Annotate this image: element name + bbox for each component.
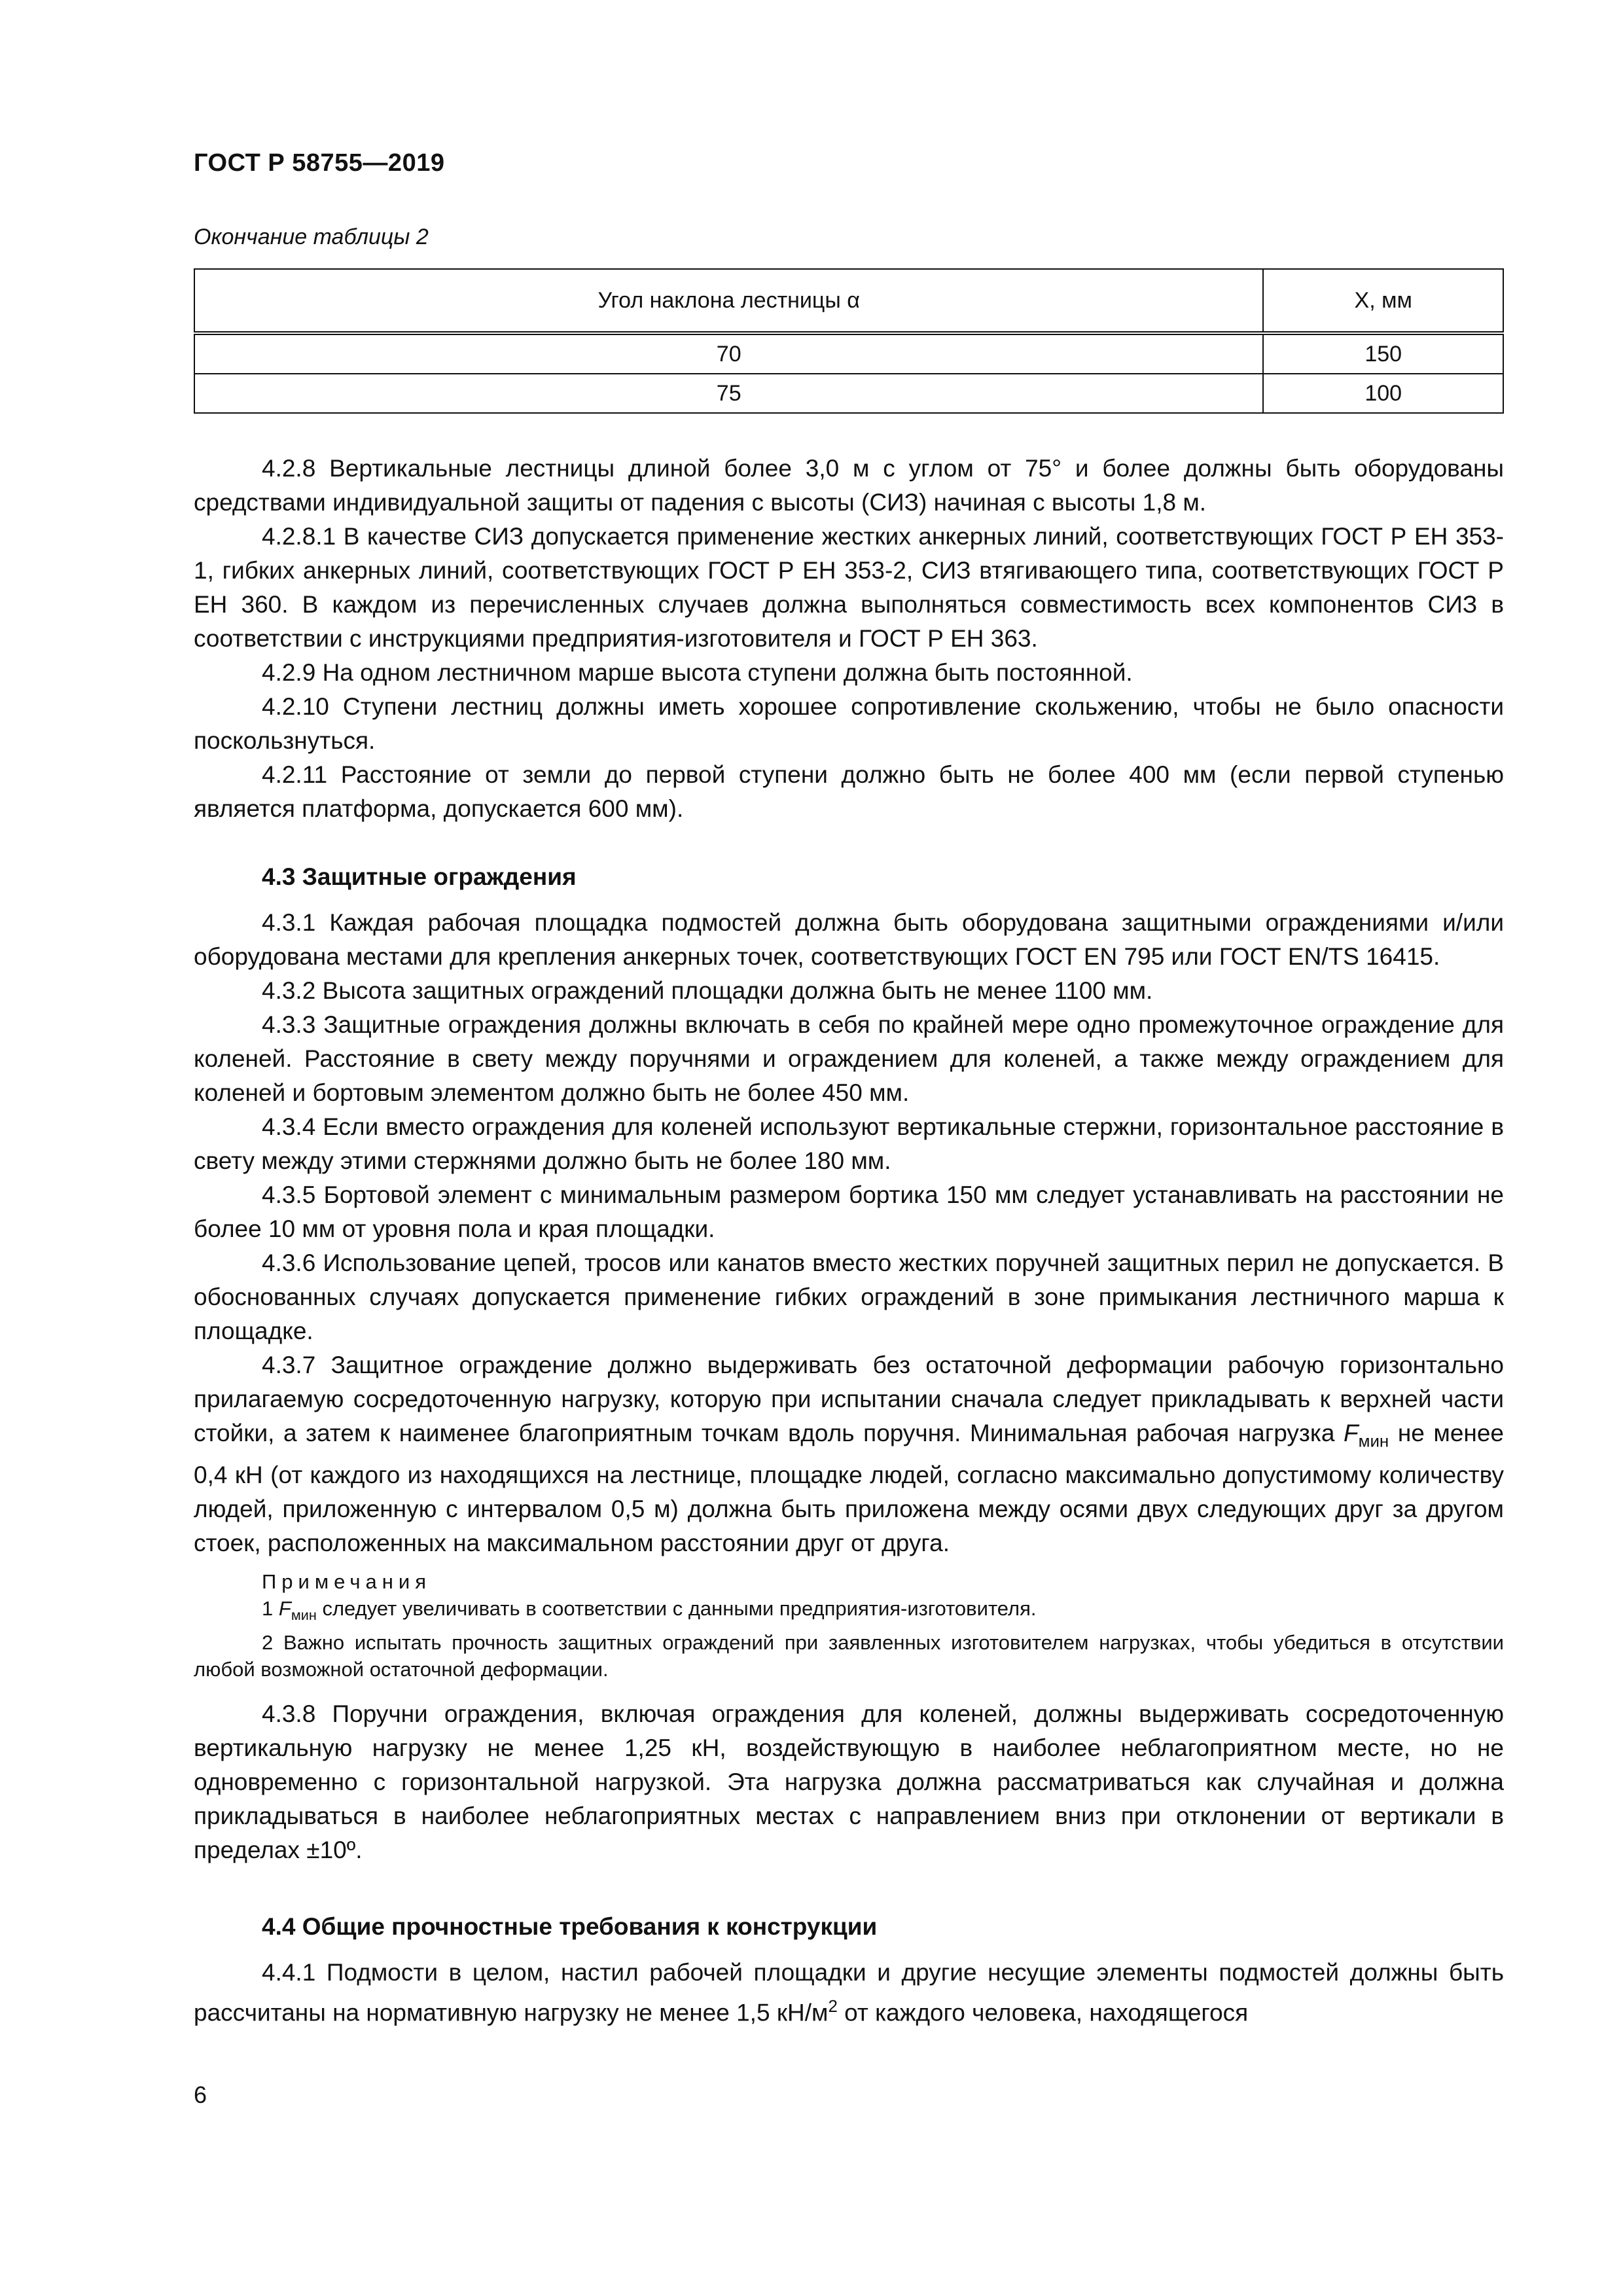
note-2: 2 Важно испытать прочность защитных ограждений при заявленных изготовителем нагрузках, чтобы убедиться в отсутствии любой возможной остаточной деформации. [194,1630,1504,1681]
paragraph-4-2-11: 4.2.11 Расстояние от земли до первой ступени должно быть не более 400 мм (если первой ступенью является платформа, допускается 600 мм). [194,761,1504,822]
note-1-number: 1 [262,1597,274,1621]
table-row [194,374,1503,413]
paragraph-4-4-1-part-b: от каждого человека, находящегося [844,1999,1249,2026]
f-symbol: F [278,1597,291,1621]
note-1-text: следует увеличивать в соответствии с данными предприятия-изготовителя. [322,1597,1037,1621]
notes-title: Примечания [262,1570,431,1594]
superscript: 2 [828,1998,838,2016]
paragraph-4-4-1 [194,1956,1504,2030]
paragraph-4-3-7-part-b: не менее 0,4 кН (от каждого из находящихся на лестнице, площадке людей, согласно максимально допустимому количеству людей, приложенную с интервалом 0,5 м) должна быть приложена между осями двух следующих друг за другом стоек, расположенных на максимальном расстоянии друг от друга. [194,1420,1505,1557]
paragraph-4-4-1-part-a: 4.4.1 Подмости в целом, настил рабочей площадки и другие несущие элементы подмостей должны быть рассчитаны на нормативную нагрузку не менее 1,5 кН/м [194,1959,1504,2026]
f-subscript: мин [291,1607,317,1624]
paragraph-4-3-5: 4.3.5 Бортовой элемент с минимальным размером бортика 150 мм следует устанавливать на расстоянии не более 10 мм от уровня пола и края площадки. [194,1181,1504,1242]
table-2 [194,268,1504,414]
paragraph-4-3-8: 4.3.8 Поручни ограждения, включая ограждения для коленей, должны выдерживать сосредоточенную вертикальную нагрузку не менее 1,25 кН, воздействующую в наиболее неблагоприятном месте, но не одновременно с горизонтальной нагрузкой. Эта нагрузка должна рассматриваться как случайная и должна прикладываться в наиболее неблагоприятных местах с направлением вниз при отклонении от вертикали в пределах ±10º. [194,1700,1504,1863]
section-heading-4-4: 4.4 Общие прочностные требования к конструкции [262,1913,878,1940]
f-symbol: F [1344,1420,1359,1446]
table-header-angle: Угол наклона лестницы α [194,269,1263,333]
paragraph-4-3-6: 4.3.6 Использование цепей, тросов или канатов вместо жестких поручней защитных перил не допускается. В обоснованных случаях допускается применение гибких ограждений в зоне примыкания лестничного марша к площадке. [194,1249,1504,1344]
paragraph-4-2-8-1: 4.2.8.1 В качестве СИЗ допускается применение жестких анкерных линий, соответствующих ГОСТ Р ЕН 353-1, гибких анкерных линий, соответствующих ГОСТ Р ЕН 353-2, СИЗ втягивающего типа, соответствующих ГОСТ Р ЕН 360. В каждом из перечисленных случаев должна выполняться совместимость всех компонентов СИЗ в соответствии с инструкциями предприятия-изготовителя и ГОСТ Р ЕН 363. [194,523,1504,652]
notes-block [194,1568,1504,1682]
f-subscript: мин [1358,1432,1389,1451]
table-header-x: X, мм [1263,269,1503,333]
document-header: ГОСТ Р 58755—2019 [194,149,445,177]
page-number: 6 [194,2081,207,2108]
table-cell-angle: 70 [194,333,1263,374]
paragraph-4-2-10: 4.2.10 Ступени лестниц должны иметь хорошее сопротивление скольжению, чтобы не было опасности поскользнуться. [194,693,1504,754]
section-4-3 [194,860,1504,1867]
paragraph-4-3-4: 4.3.4 Если вместо ограждения для коленей используют вертикальные стержни, горизонтальное расстояние в свету между этими стержнями должно быть не более 180 мм. [194,1113,1504,1174]
paragraph-4-2-8: 4.2.8 Вертикальные лестницы длиной более 3,0 м с углом от 75° и более должны быть оборудованы средствами индивидуальной защиты от падения с высоты (СИЗ) начиная с высоты 1,8 м. [194,455,1504,516]
table-cell-x: 150 [1263,333,1503,374]
section-4-4 [194,1910,1504,2030]
note-1 [194,1595,1504,1628]
paragraph-4-3-2: 4.3.2 Высота защитных ограждений площадки должна быть не менее 1100 мм. [262,977,1153,1004]
table-row [194,333,1503,374]
paragraph-4-3-3: 4.3.3 Защитные ограждения должны включать в себя по крайней мере одно промежуточное ограждение для коленей. Расстояние в свету между поручнями и ограждением для коленей, а также между ограждением для коленей и бортовым элементом должно быть не более 450 мм. [194,1011,1504,1106]
table-caption: Окончание таблицы 2 [194,224,429,249]
paragraph-4-3-7-part-a: 4.3.7 Защитное ограждение должно выдерживать без остаточной деформации рабочую горизонтально прилагаемую сосредоточенную нагрузку, которую при испытании сначала следует прикладывать к верхней части стойки, а затем к наименее благоприятным точкам вдоль поручня. Минимальная рабочая нагрузка [194,1352,1504,1446]
table-cell-angle: 75 [194,374,1263,413]
paragraph-4-3-7 [194,1348,1504,1560]
table-cell-x: 100 [1263,374,1503,413]
section-heading-4-3: 4.3 Защитные ограждения [262,863,577,890]
section-4-2-continued [194,452,1504,826]
paragraph-4-2-9: 4.2.9 На одном лестничном марше высота ступени должна быть постоянной. [262,659,1133,686]
paragraph-4-3-1: 4.3.1 Каждая рабочая площадка подмостей должна быть оборудована защитными ограждениями и/или оборудована местами для крепления анкерных точек, соответствующих ГОСТ EN 795 или ГОСТ EN/TS 16415. [194,909,1504,970]
